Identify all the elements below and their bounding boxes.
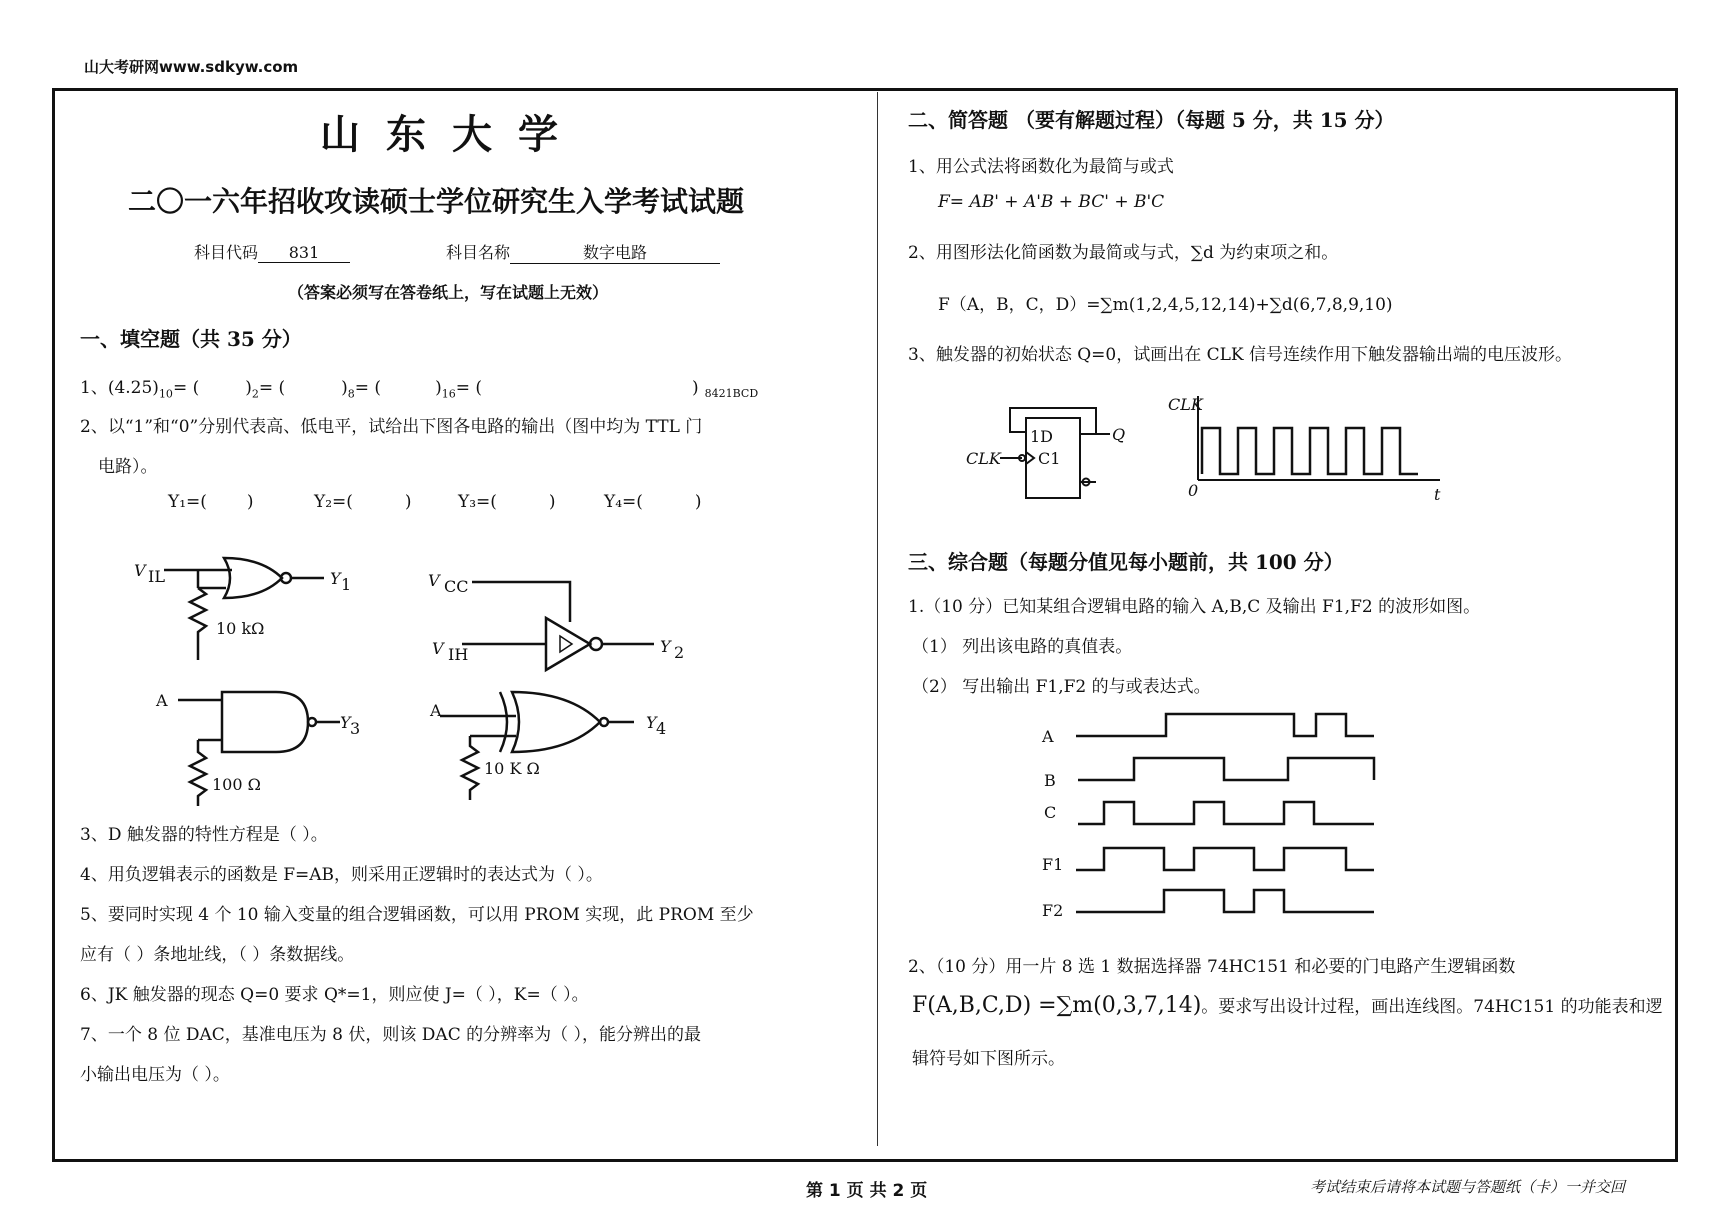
signal-f1-label: F1 — [1042, 855, 1064, 874]
y3-label: Y — [340, 713, 351, 732]
wave-clk-label: CLK — [1168, 395, 1203, 414]
output-y2-close: ) — [404, 492, 412, 512]
signal-f2-label: F2 — [1042, 901, 1064, 920]
output-y3-close: ) — [548, 492, 556, 512]
q1-eq2: = ( — [258, 378, 286, 398]
y4-label: Y — [646, 713, 657, 732]
y1-label: Y — [330, 569, 341, 588]
s2-q3: 3、触发器的初始状态 Q=0，试画出在 CLK 信号连续作用下触发器输出端的电压波形。 — [908, 345, 1573, 365]
r4-label: 10 K Ω — [484, 759, 540, 778]
s3-q1: 1.（10 分）已知某组合逻辑电路的输入 A,B,C 及输出 F1,F2 的波形如图。 — [908, 597, 1481, 617]
q1-sub10: 10 — [158, 387, 173, 401]
section2-heading: 二、简答题 （要有解题过程）（每题 5 分，共 15 分） — [908, 108, 1395, 132]
wave-t-label: t — [1434, 485, 1441, 504]
ff-c-label: C1 — [1038, 449, 1061, 468]
q1-sub8: 8 — [347, 387, 355, 401]
a1-label: A — [156, 691, 168, 710]
answer-note: （答案必须写在答卷纸上，写在试题上无效） — [288, 283, 609, 302]
signal-f1-wave — [1076, 848, 1374, 870]
s3-q2-line2 — [912, 992, 1663, 1018]
a2-label: A — [430, 701, 442, 720]
exam-title: 二〇一六年招收攻读硕士学位研究生入学考试试题 — [128, 185, 745, 218]
subject-code-label: 科目代码 — [194, 243, 259, 262]
signal-a-label: A — [1042, 727, 1054, 746]
section1-heading: 一、填空题（共 35 分） — [80, 327, 302, 351]
vil-sub-label: IL — [148, 567, 165, 586]
q1-close3: ) — [435, 378, 442, 398]
vih-label: V — [432, 639, 444, 658]
s3-q1-2: （2） 写出输出 F1,F2 的与或表达式。 — [912, 677, 1211, 697]
signal-b-label: B — [1044, 771, 1056, 790]
output-y1-close: ) — [246, 492, 254, 512]
ff-q-label: Q — [1112, 425, 1126, 444]
q3-line: 3、D 触发器的特性方程是（ ）。 — [80, 825, 328, 845]
subject-name-label: 科目名称 — [446, 243, 511, 262]
q7-line1: 7、一个 8 位 DAC，基准电压为 8 伏，则该 DAC 的分辨率为（ ），能分辨出的最 — [80, 1025, 702, 1045]
output-y4-close: ) — [694, 492, 702, 512]
output-y3-open: Y₃=( — [458, 492, 497, 512]
r3-label: 100 Ω — [212, 775, 261, 794]
vil-label: V — [134, 561, 146, 580]
vih-sub-label: IH — [448, 645, 469, 664]
q4-line: 4、用负逻辑表示的函数是 F=AB，则采用正逻辑时的表达式为（ ）。 — [80, 865, 603, 885]
s3-q2-tail: 。要求写出设计过程，画出连线图。74HC151 的功能表和逻 — [1201, 997, 1663, 1017]
footer-note: 考试结束后请将本试题与答题纸（卡）一并交回 — [1310, 1178, 1626, 1196]
q5-line1: 5、要同时实现 4 个 10 输入变量的组合逻辑函数，可以用 PROM 实现，此 PROM 至少 — [80, 905, 754, 925]
signal-c-label: C — [1044, 803, 1057, 822]
site-header: 山大考研网www.sdkyw.com — [84, 58, 299, 76]
q2-line1: 2、以“1”和“0”分别代表高、低电平，试给出下图各电路的输出（图中均为 TTL 门 — [80, 417, 703, 437]
ff-clk-label: CLK — [966, 449, 1001, 468]
q1-sub16: 16 — [441, 387, 456, 401]
output-y4-open: Y₄=( — [604, 492, 643, 512]
q1-close4: ) — [691, 378, 699, 398]
signal-b-wave — [1078, 758, 1374, 780]
signal-a-wave — [1076, 714, 1374, 736]
wave-zero-label: 0 — [1188, 481, 1199, 500]
subject-code-value: 831 — [258, 243, 350, 263]
output-y1-open: Y₁=( — [168, 492, 207, 512]
q1-close2: ) — [341, 378, 348, 398]
q7-line2: 小输出电压为（ ）。 — [80, 1065, 230, 1085]
s3-q2-line1: 2、（10 分）用一片 8 选 1 数据选择器 74HC151 和必要的门电路产生逻辑函数 — [908, 957, 1516, 977]
y2-label: Y — [660, 637, 671, 656]
y4-sub-label: 4 — [656, 719, 667, 738]
q1-eq1: = ( — [172, 378, 200, 398]
q1-bcd: 8421BCD — [704, 387, 759, 401]
y3-sub-label: 3 — [350, 719, 361, 738]
output-y2-open: Y₂=( — [314, 492, 353, 512]
university-title: 山东大学 — [320, 111, 584, 158]
q1-text: 1、(4.25) — [80, 378, 159, 398]
q1-eq3: = ( — [354, 378, 382, 398]
signal-f2-wave — [1076, 890, 1374, 912]
q1-eq4: = ( — [455, 378, 482, 398]
r1-label: 10 kΩ — [216, 619, 265, 638]
q1-sub2: 2 — [251, 387, 259, 401]
s3-q2-expr: F(A,B,C,D) =∑m(0,3,7,14) — [912, 993, 1202, 1018]
s3-q2-line3: 辑符号如下图所示。 — [912, 1049, 1065, 1069]
page-number: 第 1 页 共 2 页 — [806, 1181, 928, 1201]
vcc-label: V — [428, 571, 440, 590]
q2-line2: 电路）。 — [98, 457, 158, 477]
s3-q1-1: （1） 列出该电路的真值表。 — [912, 637, 1133, 657]
q6-line: 6、JK 触发器的现态 Q=0 要求 Q*=1，则应使 J=（ ），K=（ ）。 — [80, 985, 589, 1005]
section3-heading: 三、综合题（每题分值见每小题前，共 100 分） — [908, 550, 1344, 574]
subject-name-value: 数字电路 — [510, 240, 720, 264]
y2-sub-label: 2 — [674, 643, 685, 662]
s2-q2-expr: F（A，B，C，D）=∑m(1,2,4,5,12,14)+∑d(6,7,8,9,10) — [938, 295, 1393, 315]
s2-q1-expr: F= AB' + A'B + BC' + B'C — [938, 192, 1165, 212]
y1-sub-label: 1 — [341, 575, 352, 594]
vcc-sub-label: CC — [444, 577, 469, 596]
q5-line2: 应有（ ）条地址线，（ ）条数据线。 — [80, 945, 355, 965]
s2-q2: 2、用图形法化简函数为最简或与式，∑d 为约束项之和。 — [908, 243, 1339, 263]
s2-q1: 1、用公式法将函数化为最简与或式 — [908, 157, 1174, 177]
signal-c-wave — [1078, 802, 1374, 824]
q1-close1: ) — [245, 378, 252, 398]
ff-d-label: 1D — [1030, 427, 1054, 446]
